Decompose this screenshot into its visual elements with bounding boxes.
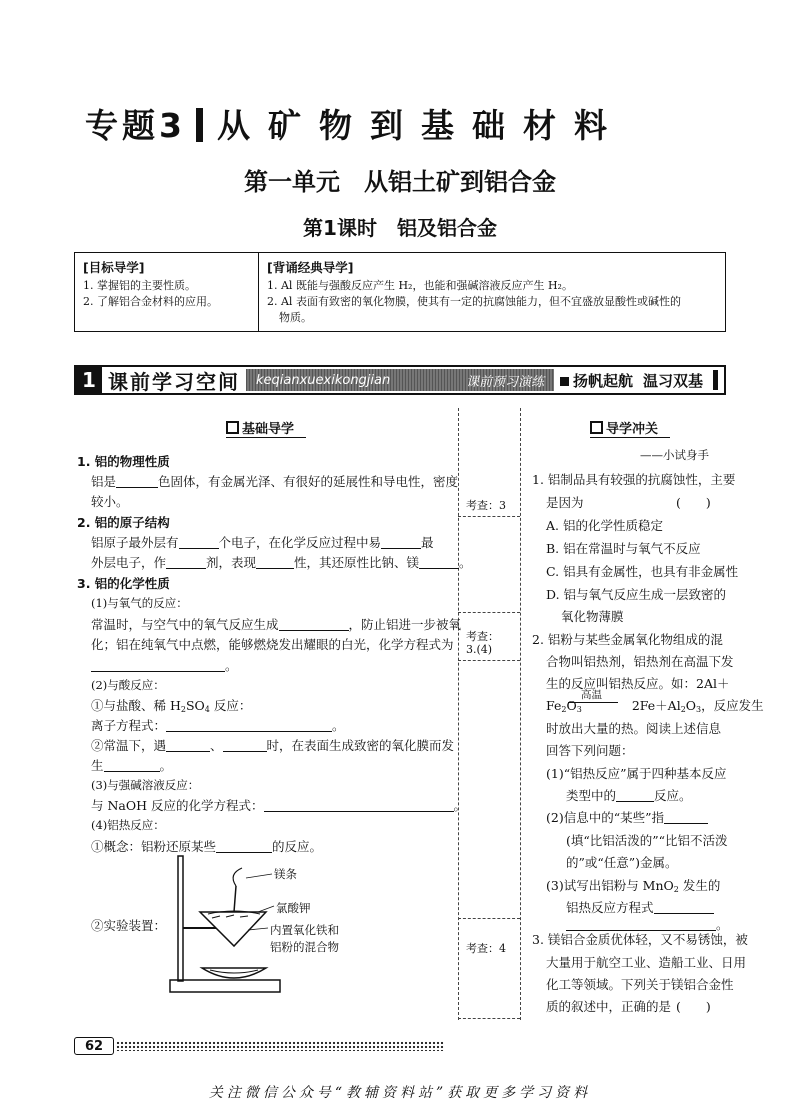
s3-2: (2)与酸反应： (91, 678, 165, 692)
q2-1-line1: (1)“铝热反应”属于四种基本反应 (546, 766, 727, 781)
apparatus-base (170, 980, 280, 992)
footer-note: 关注微信公众号“教辅资料站”获取更多学习资料 (208, 1085, 592, 1101)
answer-blank[interactable] (419, 557, 459, 569)
page-number-dot-strip (116, 1041, 444, 1051)
q2-condition: 高温 (581, 689, 602, 701)
banner-number: 1 (76, 367, 102, 393)
s3-1-line1: 常温时，与空气中的氧气反应生成 ，防止铝进一步被氧 (91, 617, 462, 632)
kao-separator (458, 1018, 520, 1019)
objective-item: 1. Al 既能与强酸反应产生 H₂，也能和强碱溶液反应产生 H₂。 (267, 279, 573, 292)
objectives-box (74, 252, 726, 332)
left-heading: 基础导学 (226, 418, 294, 437)
objectives-right-heading: [背诵经典导学] (267, 260, 354, 275)
objective-item: 2. 了解铝合金材料的应用。 (83, 295, 218, 308)
s3-1: (1)与氧气的反应： (91, 596, 188, 610)
q1-option-b[interactable]: B. 铝在常温时与氧气不反应 (546, 541, 701, 556)
s3-3: (3)与强碱溶液反应： (91, 778, 200, 792)
label-leader (258, 906, 274, 912)
q2-1-line2: 类型中的 反应。 (566, 788, 692, 803)
s3-2-a: ①与盐酸、稀 $H_2SO_4$ 反应： (91, 698, 252, 714)
lesson-title: 第1课时 铝及铝合金 (303, 216, 497, 240)
answer-blank[interactable] (279, 619, 349, 631)
q2-line6: 回答下列问题： (546, 743, 634, 758)
section-banner (74, 365, 726, 395)
objective-item: 2. Al 表面有致密的氧化物膜，使其有一定的抗腐蚀能力，但不宜盛放显酸性或碱性的 (267, 295, 681, 308)
s3-4-a: ①概念：铝粉还原某些 的反应。 (91, 839, 323, 854)
s1-line2: 较小。 (91, 494, 129, 509)
s3-2-ion: 离子方程式： 。 (91, 718, 345, 733)
q1-line2: 是因为 (546, 495, 584, 510)
answer-blank[interactable] (256, 557, 294, 569)
page-number: 62 (74, 1037, 114, 1055)
column-divider-left (458, 408, 459, 1020)
s1-title: 1. 铝的物理性质 (77, 454, 170, 469)
banner-end-bar (713, 370, 718, 390)
apparatus-label-kclo3: 氯酸钾 (276, 901, 311, 915)
kao-separator (458, 918, 520, 919)
left-heading-underline (226, 437, 306, 438)
s3-1-line3: 。 (91, 656, 238, 674)
answer-blank[interactable] (116, 476, 158, 488)
answer-blank[interactable] (104, 760, 160, 772)
label-leader (246, 874, 272, 878)
s2-line2: 外层电子，作 剂，表现 性，其还原性比钠、镁 。 (91, 555, 472, 570)
q1-option-d-cont: 氧化物薄膜 (561, 609, 624, 624)
kao-separator (458, 516, 520, 517)
answer-blank[interactable] (166, 557, 206, 569)
banner-tags (554, 370, 724, 391)
answer-blank[interactable] (664, 812, 708, 824)
apparatus-label-mg: 镁条 (274, 867, 297, 881)
s2-line1: 铝原子最外层有 个电子，在化学反应过程中易 最 (91, 535, 434, 550)
title-divider (196, 108, 203, 142)
s3-1-line2: 化；铝在纯氧气中点燃，能够燃烧发出耀眼的白光，化学方程式为 (91, 637, 454, 652)
right-heading-underline (590, 437, 670, 438)
banner-italic-label: 课前预习演练 (465, 374, 544, 390)
q2-line2: 合物叫铝热剂，铝热剂在高温下发 (546, 654, 734, 669)
q2-line1: 2. 铝粉与某些金属氧化物组成的混 (532, 632, 723, 647)
topic-title (85, 100, 625, 147)
q1-line1: 1. 铝制品具有较强的抗腐蚀性，主要 (532, 472, 736, 487)
apparatus-label-mix1: 内置氧化铁和 (270, 923, 339, 937)
apparatus-rod (178, 856, 183, 981)
s1-line1: 铝是 色固体，有金属光泽、有很好的延展性和导电性，密度 (91, 474, 459, 489)
s3-2-b2: 生 。 (91, 758, 173, 773)
right-heading: 导学冲关 (590, 418, 658, 437)
column-divider-right (520, 408, 521, 1020)
s3-title: 3. 铝的化学性质 (77, 576, 170, 591)
q2-2-line2: (填“比铝活泼的”“比铝不活泼 (566, 833, 728, 848)
objective-item: 1. 掌握铝的主要性质。 (83, 279, 196, 292)
topic-label: 专题3 (85, 106, 186, 145)
answer-blank[interactable] (616, 790, 654, 802)
topic-main-title: 从矿物到基础材料 (216, 106, 625, 145)
unit-title: 第一单元 从铝土矿到铝合金 (244, 168, 556, 196)
q1-option-d[interactable]: D. 铝与氧气反应生成一层致密的 (546, 587, 727, 602)
kao-label-2b: 3.(4) (466, 643, 493, 656)
q2-line3: 生的反应叫铝热反应。如：2Al＋ (546, 676, 730, 691)
s3-4: (4)铝热反应： (91, 818, 165, 832)
objectives-right (259, 253, 725, 331)
answer-blank[interactable] (91, 660, 225, 672)
q2-3-line2: 铝热反应方程式 (566, 898, 714, 916)
q2-3-line1: (3)试写出铝粉与 MnO$_2$ 发生的 (546, 878, 721, 894)
q2-3-line3: 。 (566, 915, 729, 933)
q1-answer-paren[interactable]: ( ) (676, 495, 711, 510)
q2-2-line3: 的”或“任意”)金属。 (566, 855, 678, 870)
q3-answer-paren[interactable]: ( ) (676, 999, 711, 1014)
answer-blank[interactable] (223, 740, 267, 752)
answer-blank[interactable] (381, 537, 421, 549)
q3-line1: 3. 镁铝合金质优体轻，又不易锈蚀，被 (532, 932, 748, 947)
q3-line2: 大量用于航空工业、造船工业、日用 (546, 955, 747, 970)
magnesium-strip (234, 886, 236, 912)
answer-blank[interactable] (166, 720, 332, 732)
s2-title: 2. 铝的原子结构 (77, 515, 170, 530)
objective-item: 物质。 (279, 311, 312, 324)
q3-line4: 质的叙述中，正确的是 (546, 999, 672, 1014)
square-icon (560, 377, 569, 386)
q2-2-line1: (2)信息中的“某些”指 (546, 808, 708, 826)
objectives-left-heading: [目标导学] (83, 260, 145, 275)
kao-label-2a: 考查： (466, 630, 499, 643)
q2-line5: 时放出大量的热。阅读上述信息 (546, 721, 722, 736)
answer-blank[interactable] (179, 537, 219, 549)
banner-pinyin-strip (246, 369, 554, 391)
right-subtitle: ——小试身手 (640, 448, 709, 462)
banner-name: 课前学习空间 (108, 369, 240, 394)
q2-equation: $Fe_2O_3$ $2Fe+Al_2O_3$，反应发生 (546, 698, 764, 714)
answer-blank[interactable] (166, 740, 210, 752)
kao-label-3: 考查：4 (466, 942, 506, 955)
magnesium-curl (233, 868, 242, 886)
answer-blank[interactable] (654, 902, 714, 914)
objectives-left (75, 253, 259, 331)
kao-separator (458, 660, 520, 661)
banner-pinyin: keqianxuexikongjian (256, 372, 391, 388)
apparatus-label-mix2: 铝粉的混合物 (270, 940, 339, 954)
answer-blank[interactable] (264, 800, 454, 812)
kao-separator (458, 612, 520, 613)
q1-option-c[interactable]: C. 铝具有金属性，也具有非金属性 (546, 564, 739, 579)
kao-label-1: 考查：3 (466, 499, 506, 512)
s3-2-b: ②常温下，遇 、 时，在表面生成致密的氧化膜而发 (91, 738, 455, 753)
s3-4-b: ②实验装置： (91, 918, 167, 933)
q1-option-a[interactable]: A. 铝的化学性质稳定 (546, 518, 663, 533)
banner-tag-1: 扬帆起航 (560, 370, 633, 391)
q3-line3: 化工等领域。下列关于镁铝合金性 (546, 977, 734, 992)
banner-tag-2: 温习双基 (642, 371, 703, 390)
s3-3-line: 与 NaOH 反应的化学方程式： 。 (91, 798, 467, 813)
